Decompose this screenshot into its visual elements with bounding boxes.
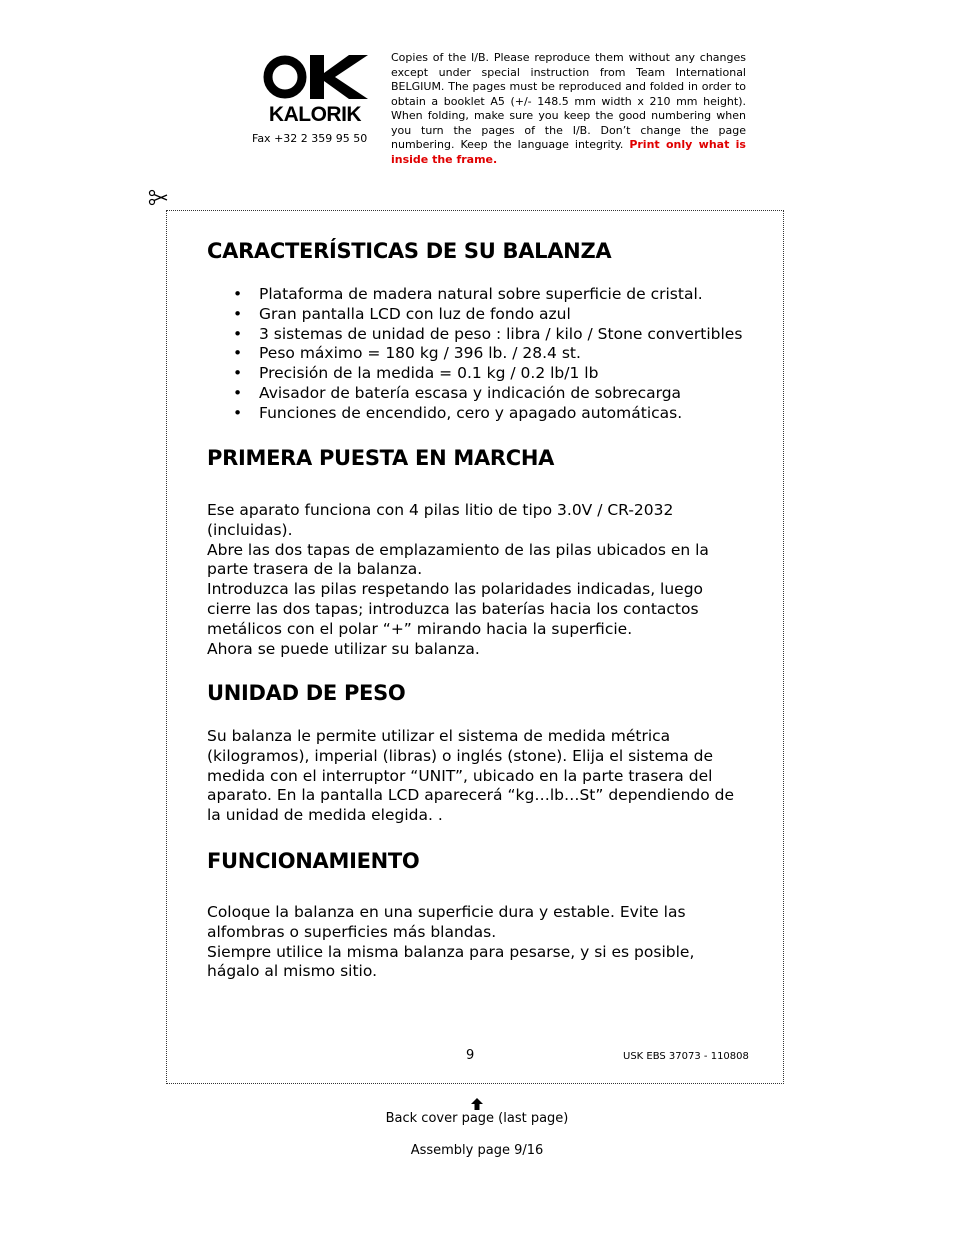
list-item: • Avisador de batería escasa y indicación de sobrecarga <box>259 384 742 404</box>
back-cover-label: Back cover page (last page) <box>385 1111 569 1126</box>
page-number: 9 <box>466 1048 475 1063</box>
list-item: • Plataforma de madera natural sobre superficie de cristal. <box>259 285 742 305</box>
unit-text <box>207 727 747 826</box>
list-item: • Precisión de la medida = 0.1 kg / 0.2 lb/1 lb <box>259 364 742 384</box>
arrow-up-icon <box>470 1096 484 1110</box>
model-code: USK EBS 37073 - 110808 <box>623 1051 749 1062</box>
section-title-unit: UNIDAD DE PESO <box>207 681 406 705</box>
paragraph: Ese aparato funciona con 4 pilas litio de tipo 3.0V / CR-2032 (incluidas). <box>207 501 674 539</box>
paragraph: Ahora se puede utilizar su balanza. <box>207 639 480 658</box>
notice-highlight: Print only what is inside the frame. <box>391 138 746 166</box>
section-title-features: CARACTERÍSTICAS DE SU BALANZA <box>207 239 612 263</box>
scissors-icon <box>148 188 168 208</box>
list-item: • 3 sistemas de unidad de peso : libra / kilo / Stone convertibles <box>259 325 742 345</box>
setup-text <box>207 501 747 659</box>
kalorik-logo <box>263 55 368 123</box>
list-item: • Gran pantalla LCD con luz de fondo azul <box>259 305 742 325</box>
feature-list <box>259 285 742 424</box>
paragraph: Coloque la balanza en una superficie dura y estable. Evite las alfombras o superficies más blandas. <box>207 903 686 941</box>
paragraph: Siempre utilice la misma balanza para pesarse, y si es posible, hágalo al mismo sitio. <box>207 942 695 981</box>
list-item: • Peso máximo = 180 kg / 396 lb. / 28.4 st. <box>259 344 742 364</box>
notice-text: Copies of the I/B. Please reproduce them without any changes except under special instruction from Team International BELGIUM. The pages must be reproduced and folded in order to obtain a booklet A5 (+/- 148.5 mm width x 210 mm height). When folding, make sure you keep the good numbering when you turn the pages of the I/B. Don’t change the page numbering. Keep the language integrity. <box>391 51 746 151</box>
fax-number: Fax +32 2 359 95 50 <box>252 132 368 145</box>
paragraph: Abre las dos tapas de emplazamiento de las pilas ubicados en la parte trasera de la balanza. <box>207 540 709 579</box>
reproduction-notice <box>391 51 746 167</box>
svg-text:KALORIK: KALORIK <box>268 103 362 123</box>
paragraph: Su balanza le permite utilizar el sistema de medida métrica (kilogramos), imperial (libras) o inglés (stone). Elija el sistema de medida con el interruptor “UNIT”, ubicado en la parte trasera del aparato. En la pantalla LCD aparecerá “kg…lb…St” dependiendo de la unidad de medida elegida. . <box>207 727 735 825</box>
paragraph: Introduzca las pilas respetando las polaridades indicadas, luego cierre las dos tapas; introduzca las baterías hacia los contactos metálicos con el polar “+” mirando hacia la superficie. <box>207 580 704 638</box>
list-item: • Funciones de encendido, cero y apagado automáticas. <box>259 404 742 424</box>
operation-text <box>207 903 747 982</box>
section-title-setup: PRIMERA PUESTA EN MARCHA <box>207 446 555 470</box>
assembly-page-label: Assembly page 9/16 <box>410 1143 544 1158</box>
section-title-operation: FUNCIONAMIENTO <box>207 849 420 873</box>
